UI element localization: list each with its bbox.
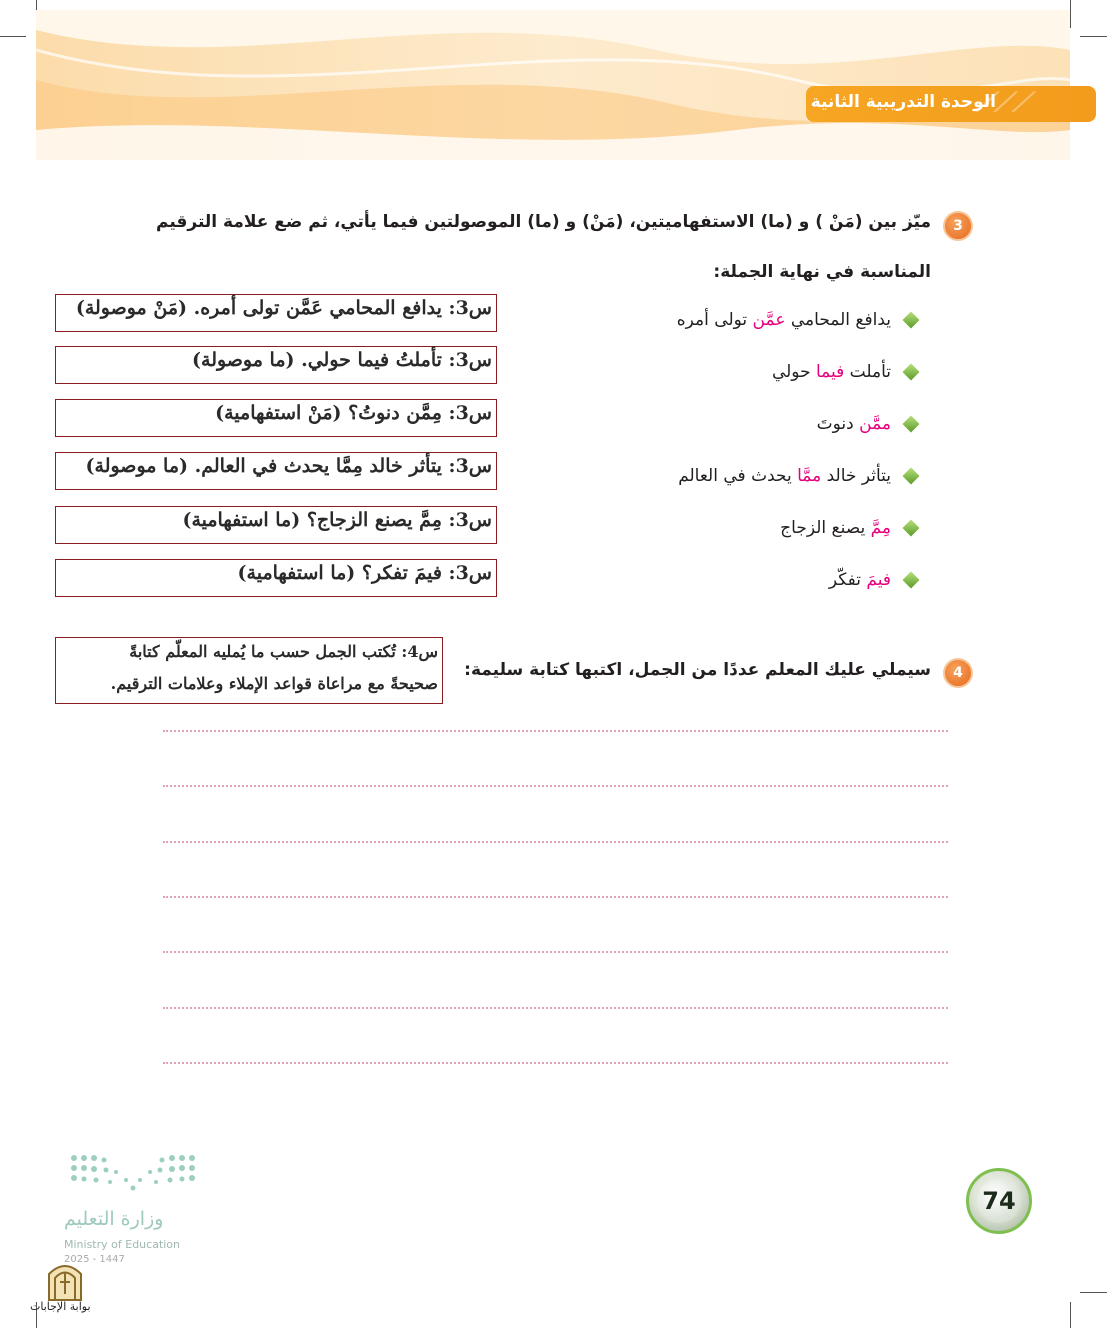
ministry-name-en: Ministry of Education: [64, 1238, 181, 1251]
writing-line[interactable]: [163, 841, 948, 843]
diamond-bullet-icon: [903, 416, 920, 433]
portal-name: بوابة الإجابات: [30, 1300, 91, 1313]
sentence-text: يدافع المحامي: [785, 310, 891, 330]
answer-text: صحيحةً مع مراعاة قواعد الإملاء وعلامات الترقيم.: [110, 674, 438, 693]
crop-mark: [1080, 36, 1107, 37]
answer-text: س3: مِمَّن دنوتُ؟ (مَنْ استفهامية): [215, 402, 492, 424]
answer-text: س3: تأملتُ فيما حولي. (ما موصولة): [192, 349, 492, 371]
question-4-text: سيملي عليك المعلم عددًا من الجمل، اكتبها كتابة سليمة:: [464, 660, 931, 680]
sentence-highlight: ممَّن: [859, 414, 891, 434]
answer-box: [55, 399, 497, 437]
crop-mark: [1070, 1302, 1071, 1328]
sentence-highlight: فيمَ: [866, 570, 891, 590]
sentence-highlight: ممَّا: [797, 466, 822, 486]
diamond-bullet-icon: [903, 312, 920, 329]
diamond-bullet-icon: [903, 364, 920, 381]
writing-line[interactable]: [163, 951, 948, 953]
crop-mark: [1070, 0, 1071, 28]
answer-text: س3: فيمَ تفكر؟ (ما استفهامية): [237, 562, 492, 584]
header-wave-decoration: [36, 10, 1070, 160]
page-number-badge: [966, 1168, 1032, 1234]
answer-box: [55, 506, 497, 544]
unit-tab-pattern: ⟋⟋⟋: [976, 88, 1031, 118]
sentence-text: تفكّر: [828, 570, 867, 590]
diamond-bullet-icon: [903, 468, 920, 485]
writing-line[interactable]: [163, 730, 948, 732]
writing-line[interactable]: [163, 785, 948, 787]
sentence-item: [677, 310, 917, 340]
question-3-number: 3: [943, 211, 973, 241]
page-number: 74: [982, 1187, 1016, 1215]
sentence-text: يصنع الزجاج: [780, 518, 871, 538]
diamond-bullet-icon: [903, 520, 920, 537]
ministry-dots-icon: [66, 1150, 200, 1198]
sentence-text: يحدث في العالم: [678, 466, 798, 486]
sentence-item: [678, 466, 917, 496]
sentence-text: تولى أمره: [676, 310, 753, 330]
ministry-name-ar: وزارة التعليم: [64, 1208, 164, 1230]
answer-text: س3: يتأثر خالد مِمَّا يحدث في العالم. (ما موصولة): [85, 455, 492, 477]
sentence-text: تأملت: [844, 362, 891, 382]
sentence-item: [829, 570, 917, 600]
answer-box: [55, 294, 497, 332]
unit-title: الوحدة التدريبية الثانية: [810, 92, 996, 112]
question-4-number: 4: [943, 658, 973, 688]
crop-mark: [0, 36, 26, 37]
answer-text: س3: يدافع المحامي عَمَّن تولى أمره. (مَنْ موصولة): [75, 297, 492, 319]
writing-line[interactable]: [163, 1062, 948, 1064]
sentence-item: [817, 414, 917, 444]
question-3-text-line2: المناسبة في نهاية الجملة:: [713, 262, 931, 282]
answer-text: س4: تُكتب الجمل حسب ما يُمليه المعلّم كتابةً: [129, 642, 438, 661]
sentence-highlight: مِمَّ: [870, 518, 891, 538]
sentence-text: حولي: [771, 362, 816, 382]
answer-box: [55, 559, 497, 597]
writing-line[interactable]: [163, 1007, 948, 1009]
sentence-text: دنوتَ: [816, 414, 860, 434]
sentence-highlight: عمَّن: [752, 310, 786, 330]
answer-box: [55, 346, 497, 384]
answer-box-q4: [55, 637, 443, 704]
sentence-item: [780, 518, 917, 548]
diamond-bullet-icon: [903, 572, 920, 589]
sentence-item: [772, 362, 917, 392]
portal-logo-icon: [46, 1260, 84, 1302]
unit-tab: [806, 86, 1096, 122]
sentence-highlight: فيما: [815, 362, 845, 382]
writing-line[interactable]: [163, 896, 948, 898]
answer-box: [55, 452, 497, 490]
edition-year: 2025 - 1447: [64, 1254, 125, 1265]
question-3-text-line1: ميّز بين (مَنْ ) و (ما) الاستفهاميتين، (مَنْ) و (ما) الموصولتين فيما يأتي، ثم ضع علامة الترقيم: [155, 212, 931, 232]
ministry-logo: [60, 1150, 210, 1270]
crop-mark: [1080, 1292, 1107, 1293]
sentence-text: يتأثر خالد: [821, 466, 891, 486]
answer-text: س3: مِمَّ يصنع الزجاج؟ (ما استفهامية): [182, 509, 492, 531]
